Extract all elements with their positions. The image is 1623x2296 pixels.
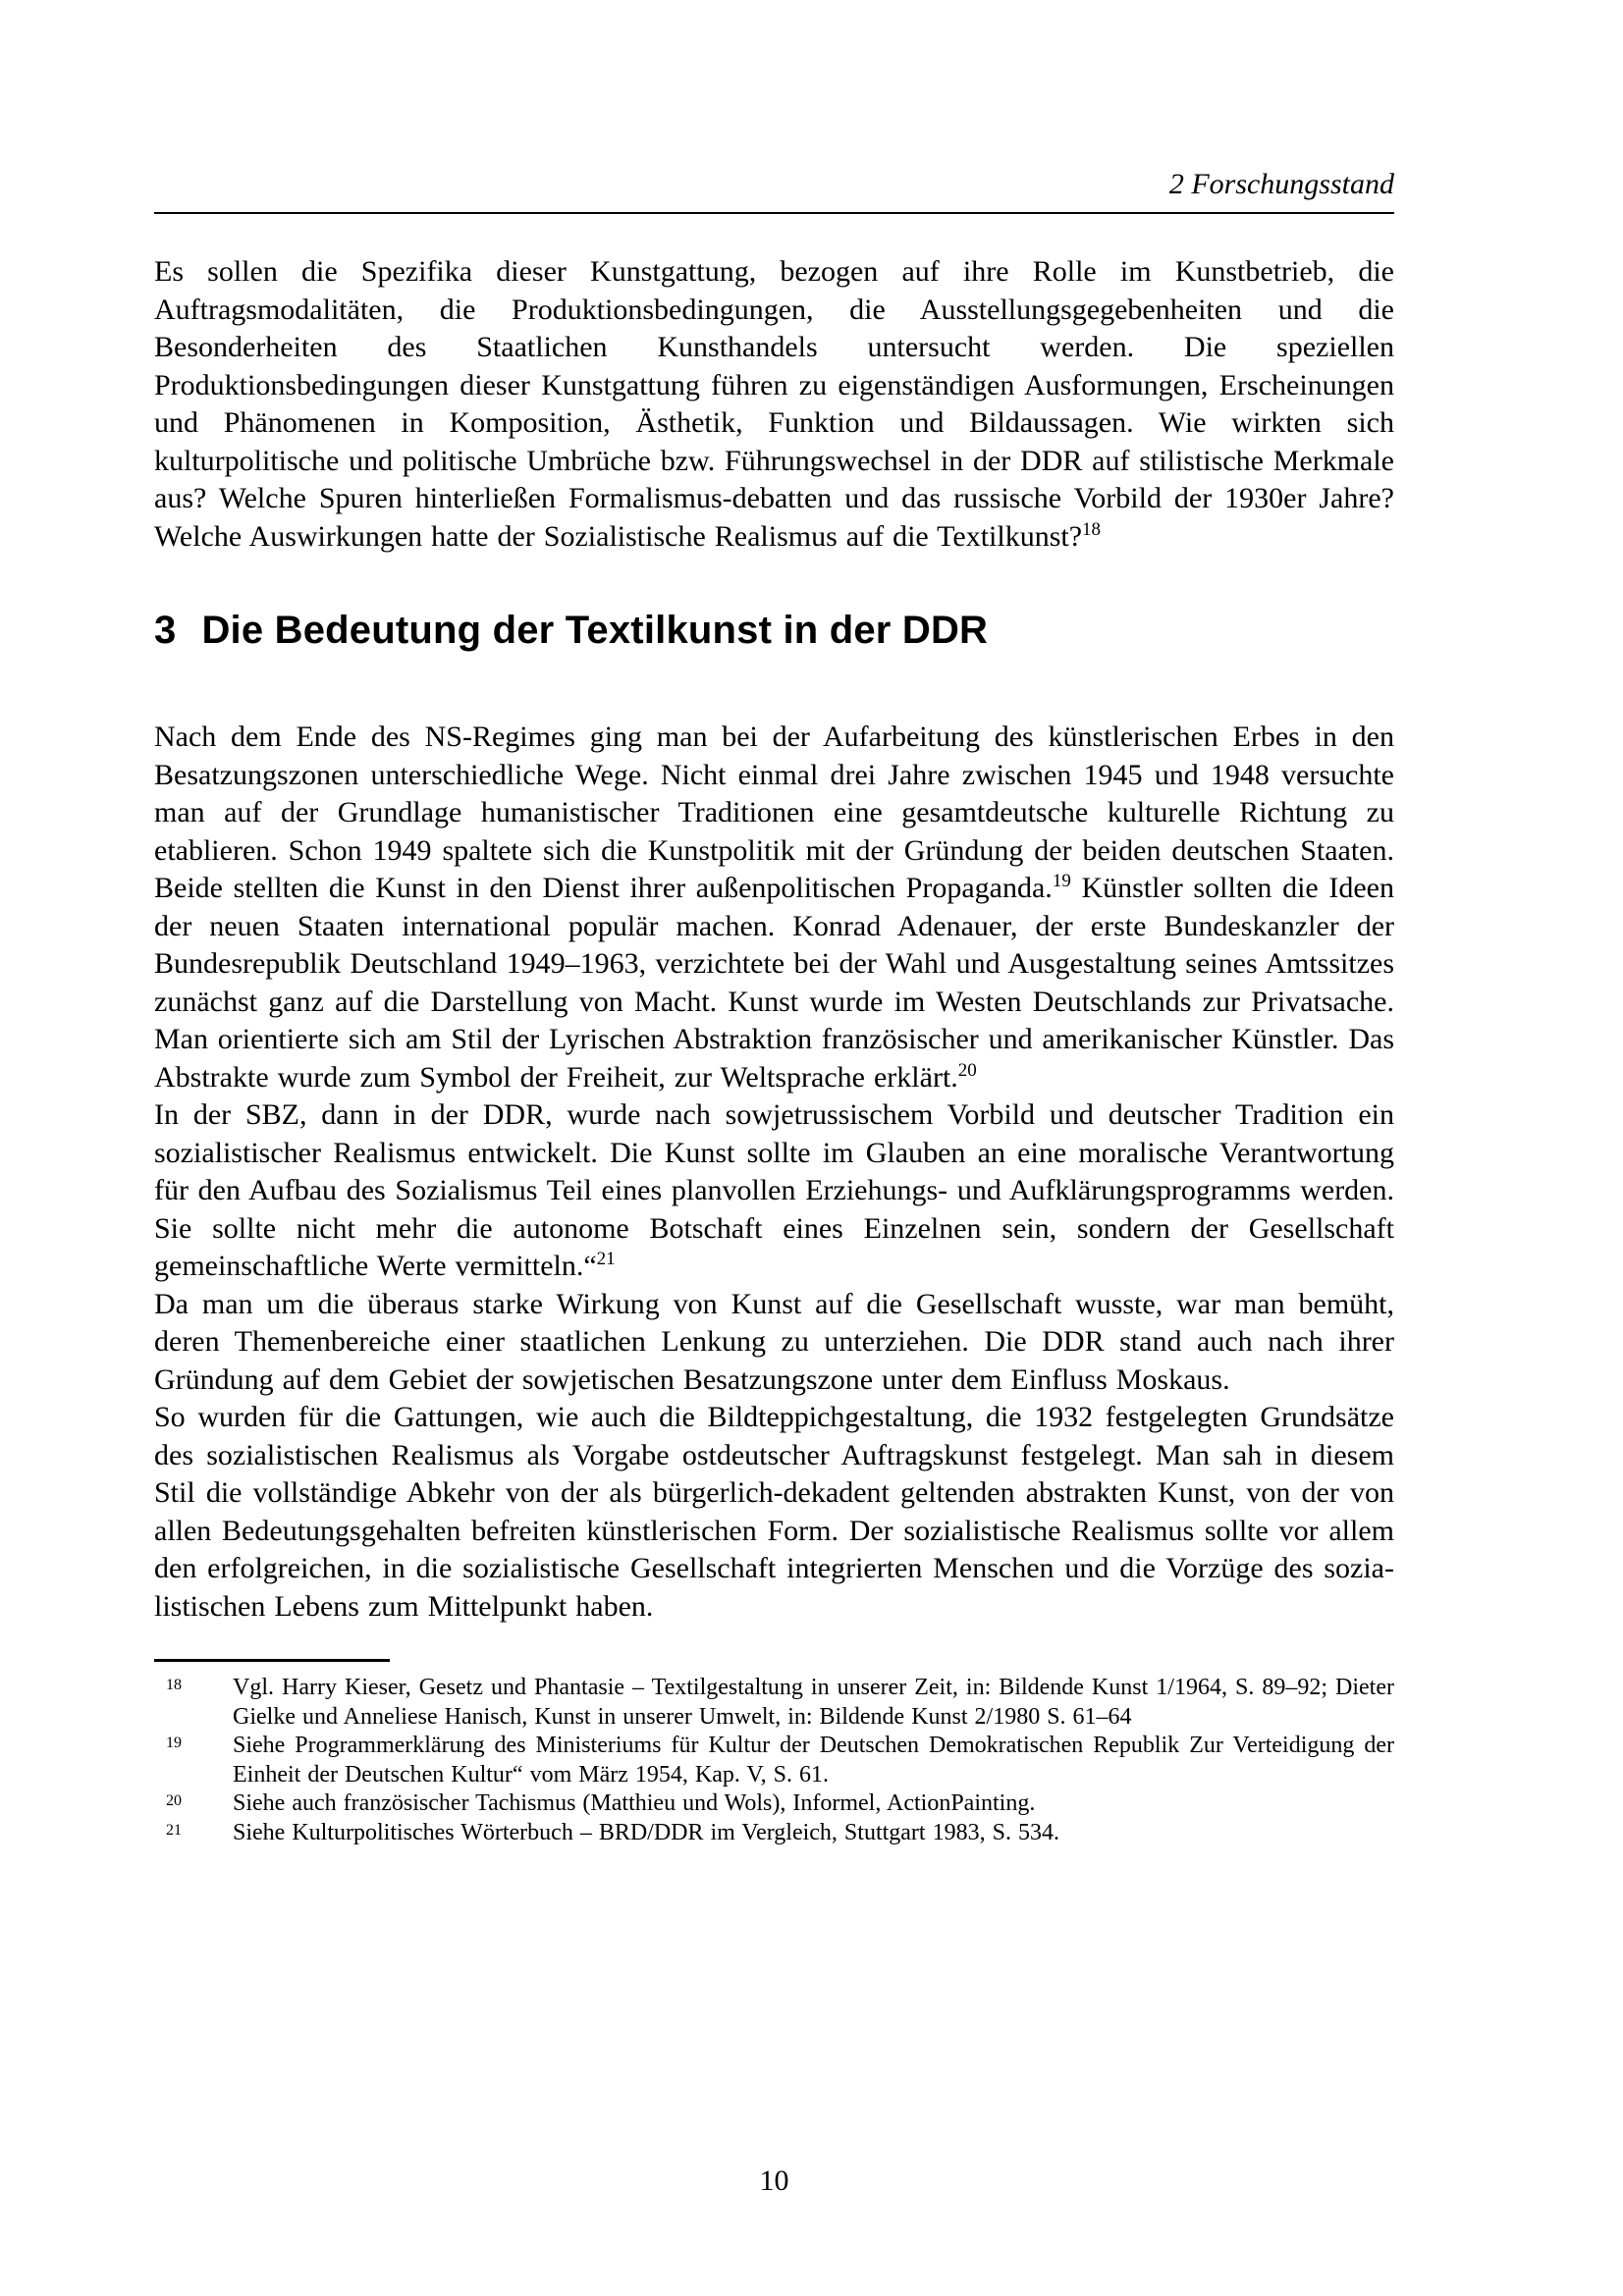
footnotes-section xyxy=(154,1659,1394,1847)
footnote-number: 19 xyxy=(166,1735,182,1751)
page-number: 10 xyxy=(759,2164,789,2197)
footnote-number: 20 xyxy=(166,1792,182,1809)
paragraph-text: Nach dem Ende des NS-Regimes ging man bei der Aufarbeitung des künstlerischen Erbes in den Besatzungszonen unterschiedliche Wege. Nicht einmal drei Jahre zwischen 1945 und 1948 versuchte man auf der Grundlage humanistischer Traditionen eine gesamtdeutsche kulturelle Richtung zu etablieren. Schon 1949 spaltete sich die Kunstpolitik mit der Gründung der beiden deutschen Staaten. Beide stellten die Kunst in den Dienst ihrer außenpolitischen Propaganda. xyxy=(154,721,1394,904)
footnote-20 xyxy=(154,1789,1394,1819)
paragraph-text: So wurden für die Gattungen, wie auch die Bildteppichgestaltung, die 1932 festgelegten Grundsätze des sozialistischen Realismus als Vorgabe ostdeutscher Auftragskunst festgelegt. Man sah in diesem Stil die vollständige Abkehr von der als bürgerlich-dekadent geltenden abstrakten Kunst, von der von allen Bedeutungsgehalten befreiten künstlerischen Form. Der sozialistische Realismus sollte vor allem den erfolgreichen, in die sozialistische Gesellschaft integrierten Menschen und die Vorzüge des sozia-listischen Lebens zum Mittelpunkt haben. xyxy=(154,1401,1394,1623)
section-heading xyxy=(154,607,1394,654)
footnote-separator-rule xyxy=(154,1659,390,1662)
footnote-ref-21: 21 xyxy=(596,1249,616,1269)
footnote-ref-18: 18 xyxy=(1082,518,1102,540)
footnote-18 xyxy=(154,1674,1394,1732)
running-header xyxy=(154,167,1394,214)
intro-paragraph xyxy=(154,253,1394,556)
paragraph-postwar-art xyxy=(154,719,1394,1096)
footnote-ref-19: 19 xyxy=(1052,871,1071,891)
footnote-number: 21 xyxy=(166,1821,182,1839)
section-number: 3 xyxy=(154,609,177,652)
footnote-19 xyxy=(154,1732,1394,1789)
section-title: Die Bedeutung der Textilkunst in der DDR xyxy=(201,609,989,652)
paragraph-staatliche-lenkung xyxy=(154,1286,1394,1400)
paragraph-text: In der SBZ, dann in der DDR, wurde nach sowjetrussischem Vorbild und deutscher Tradition ein sozialistischer Realismus entwickelt. Die Kunst sollte im Glauben an eine moralische Verantwortung für den Aufbau des Sozialismus Teil eines planvollen Erziehungs- und Aufklärungsprogramms werden. Sie sollte nicht mehr die autonome Botschaft eines Einzelnen sein, sondern der Gesellschaft gemeinschaftliche Werte vermitteln.“ xyxy=(154,1098,1394,1282)
intro-text: Es sollen die Spezifika dieser Kunstgattung, bezogen auf ihre Rolle im Kunstbetrieb, die Auftragsmodalitäten, die Produktionsbedingungen, die Ausstellungsgegebenheiten und die Besonderheiten des Staatlichen Kunsthandels untersucht werden. Die speziellen Produktionsbedingungen dieser Kunstgattung führen zu eigenständigen Ausformungen, Erscheinungen und Phänomenen in Komposition, Ästhetik, Funktion und Bildaussagen. Wie wirkten sich kulturpolitische und politische Umbrüche bzw. Führungswechsel in der DDR auf stilistische Merkmale aus? Welche Spuren hinterließen Formalismus-debatten und das russische Vorbild der 1930er Jahre? Welche Auswirkungen hatte der Sozialistische Realismus auf die Textilkunst? xyxy=(154,255,1394,553)
paragraph-sbz-realismus xyxy=(154,1096,1394,1286)
paragraph-text: Da man um die überaus starke Wirkung von Kunst auf die Gesellschaft wusste, war man bemüht, deren Themenbereiche einer staatlichen Lenkung zu unterziehen. Die DDR stand auch nach ihrer Gründung auf dem Gebiet der sowjetischen Besatzungszone unter dem Einfluss Moskaus. xyxy=(154,1287,1394,1396)
footnote-text: Siehe auch französischer Tachismus (Matthieu und Wols), Informel, ActionPainting. xyxy=(233,1790,1036,1816)
paragraph-gattungen-1932 xyxy=(154,1399,1394,1626)
footnote-number: 18 xyxy=(166,1677,182,1693)
footnote-ref-20: 20 xyxy=(957,1059,977,1081)
footnote-text: Siehe Programmerklärung des Ministeriums für Kultur der Deutschen Demokratischen Republik Zur Verteidigung der Einheit der Deutschen Kultur“ vom März 1954, Kap. V, S. 61. xyxy=(233,1733,1394,1788)
paragraph-text: Künstler sollten die Ideen der neuen Staaten international populär machen. Konrad Adenauer, der erste Bundeskanzler der Bundesrepublik Deutschland 1949–1963, verzichtete bei der Wahl und Ausgestaltung seines Amtssitzes zunächst ganz auf die Darstellung von Macht. Kunst wurde im Westen Deutschlands zur Privatsache. Man orientierte sich am Stil der Lyrischen Abstraktion französischer und amerikanischer Künstler. Das Abstrakte wurde zum Symbol der Freiheit, zur Weltsprache erklärt. xyxy=(154,872,1394,1094)
footnote-21 xyxy=(154,1819,1394,1848)
running-header-title: 2 Forschungsstand xyxy=(1168,168,1394,200)
footnote-text: Vgl. Harry Kieser, Gesetz und Phantasie – Textilgestaltung in unserer Zeit, in: Bildende Kunst 1/1964, S. 89–92; Dieter Gielke und Anneliese Hanisch, Kunst in unserer Umwelt, in: Bildende Kunst 2/1980 S. 61–64 xyxy=(233,1675,1394,1730)
footnote-text: Siehe Kulturpolitisches Wörterbuch – BRD/DDR im Vergleich, Stuttgart 1983, S. 534. xyxy=(233,1819,1059,1845)
